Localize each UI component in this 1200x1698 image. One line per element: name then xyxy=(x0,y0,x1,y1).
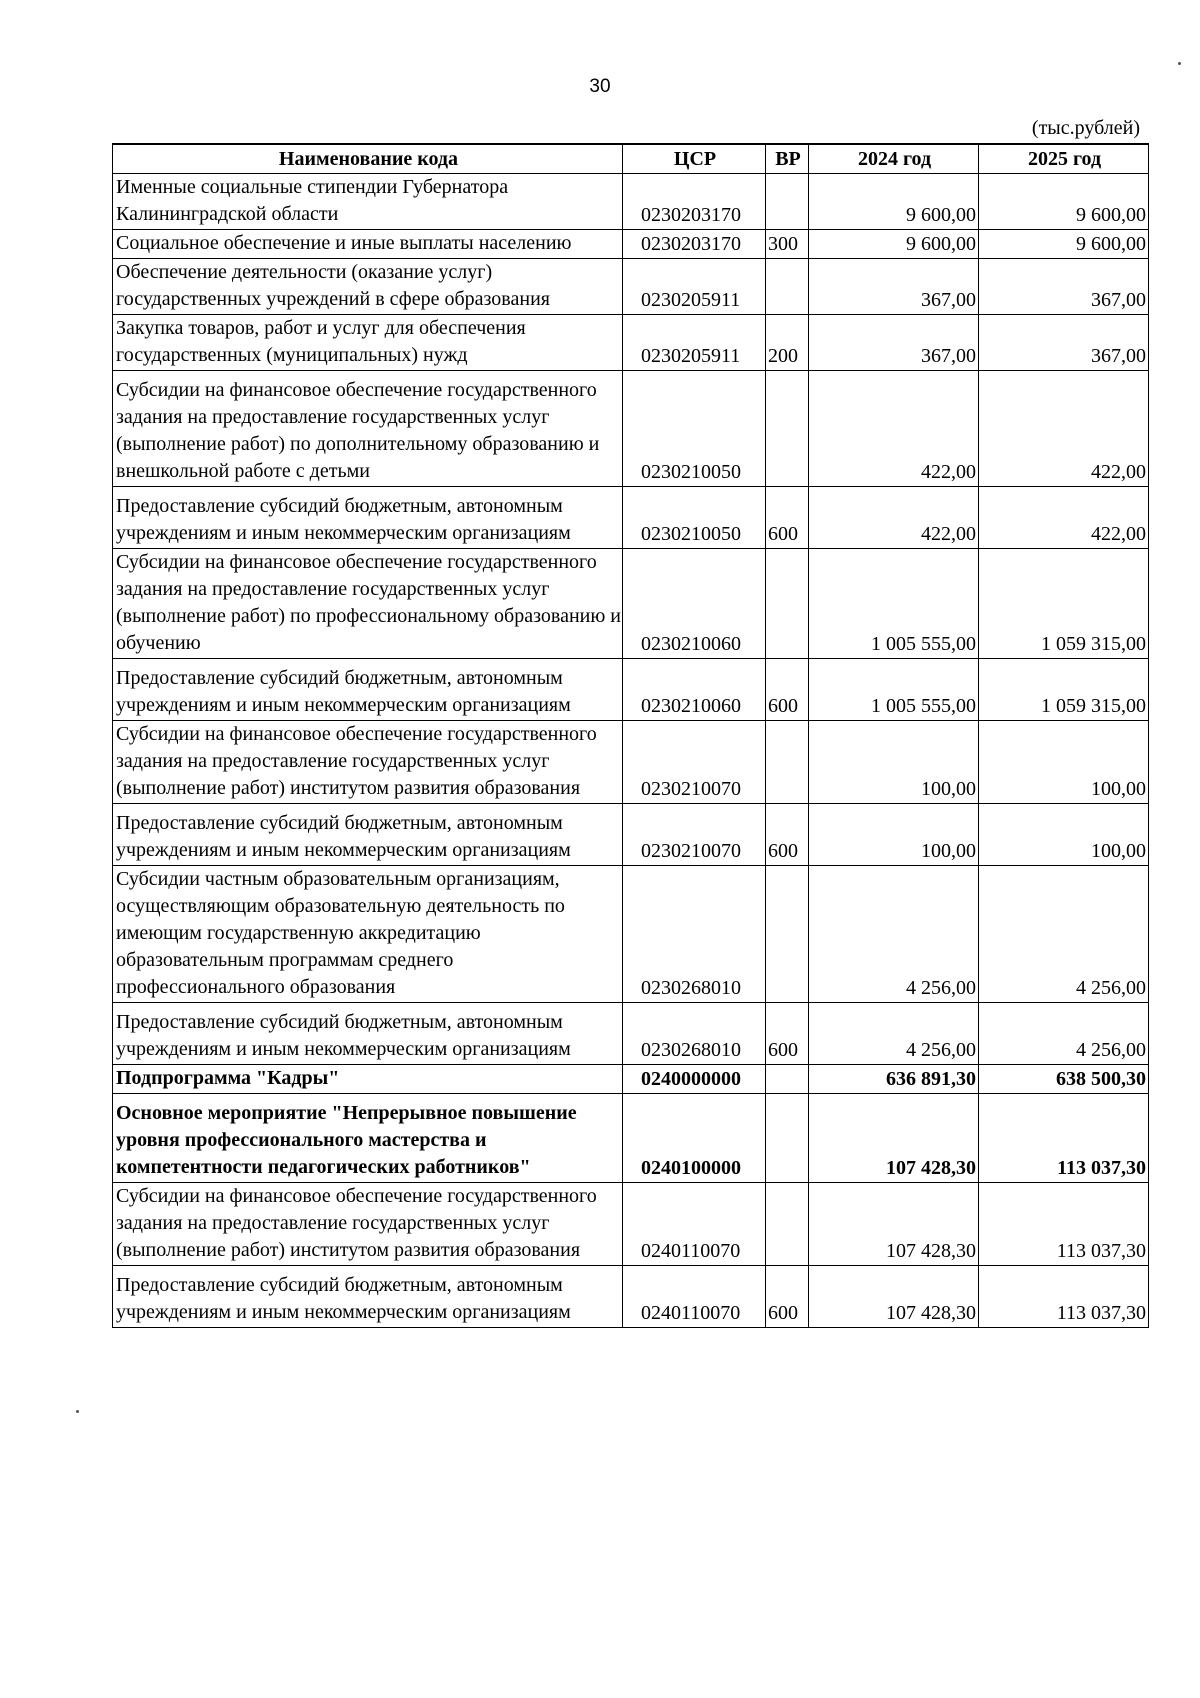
row-2025: 1 059 315,00 xyxy=(979,549,1149,659)
row-name: Обеспечение деятельности (оказание услуг) государственных учреждений в сфере образования xyxy=(113,259,623,315)
row-vr: 600 xyxy=(766,659,809,721)
table-row xyxy=(113,315,1149,371)
row-2025: 422,00 xyxy=(979,487,1149,549)
row-name: Субсидии на финансовое обеспечение государственного задания на предоставление государственных услуг (выполнение работ) по дополнительному образованию и внешкольной работе с детьми xyxy=(113,371,623,487)
row-2025: 367,00 xyxy=(979,315,1149,371)
row-2025: 1 059 315,00 xyxy=(979,659,1149,721)
budget-table-container xyxy=(112,143,1148,1328)
row-2024: 107 428,30 xyxy=(809,1266,979,1328)
row-csr: 0230203170 xyxy=(623,230,766,259)
page-number: 30 xyxy=(589,76,611,97)
row-csr: 0230268010 xyxy=(623,1003,766,1065)
row-vr xyxy=(766,259,809,315)
row-name: Субсидии на финансовое обеспечение государственного задания на предоставление государственных услуг (выполнение работ) по профессиональному образованию и обучению xyxy=(113,549,623,659)
row-csr: 0230210050 xyxy=(623,487,766,549)
budget-table xyxy=(112,143,1149,1328)
row-2025: 113 037,30 xyxy=(979,1266,1149,1328)
row-2024: 4 256,00 xyxy=(809,1003,979,1065)
row-2025: 367,00 xyxy=(979,259,1149,315)
row-vr xyxy=(766,866,809,1003)
table-row xyxy=(113,866,1149,1003)
row-name: Субсидии частным образовательным организациям, осуществляющим образовательную деятельность по имеющим государственную аккредитацию образовательным программам среднего профессионального образования xyxy=(113,866,623,1003)
row-2024: 422,00 xyxy=(809,371,979,487)
scan-speck xyxy=(1178,62,1181,65)
row-2025: 422,00 xyxy=(979,371,1149,487)
row-name: Основное мероприятие "Непрерывное повышение уровня профессионального мастерства и компетентности педагогических работников" xyxy=(113,1094,623,1183)
row-2024: 107 428,30 xyxy=(809,1094,979,1183)
row-2024: 367,00 xyxy=(809,259,979,315)
table-row xyxy=(113,230,1149,259)
row-csr: 0230210070 xyxy=(623,721,766,804)
row-2024: 107 428,30 xyxy=(809,1183,979,1266)
row-name: Предоставление субсидий бюджетным, автономным учреждениям и иным некоммерческим организациям xyxy=(113,804,623,866)
table-row xyxy=(113,549,1149,659)
row-name: Закупка товаров, работ и услуг для обеспечения государственных (муниципальных) нужд xyxy=(113,315,623,371)
scan-speck xyxy=(76,1410,79,1413)
row-csr: 0240100000 xyxy=(623,1094,766,1183)
row-2024: 9 600,00 xyxy=(809,230,979,259)
row-vr xyxy=(766,721,809,804)
row-csr: 0230210060 xyxy=(623,549,766,659)
row-name: Предоставление субсидий бюджетным, автономным учреждениям и иным некоммерческим организациям xyxy=(113,1266,623,1328)
row-vr xyxy=(766,549,809,659)
table-row xyxy=(113,804,1149,866)
header-name: Наименование кода xyxy=(113,144,623,174)
table-row xyxy=(113,174,1149,230)
row-2024: 1 005 555,00 xyxy=(809,549,979,659)
row-2024: 636 891,30 xyxy=(809,1065,979,1094)
row-2024: 1 005 555,00 xyxy=(809,659,979,721)
table-body xyxy=(113,174,1149,1328)
row-2024: 9 600,00 xyxy=(809,174,979,230)
row-csr: 0230268010 xyxy=(623,866,766,1003)
row-vr: 600 xyxy=(766,1266,809,1328)
row-name: Именные социальные стипендии Губернатора Калининградской области xyxy=(113,174,623,230)
row-csr: 0240000000 xyxy=(623,1065,766,1094)
units-label: (тыс.рублей) xyxy=(1031,117,1140,139)
row-2025: 9 600,00 xyxy=(979,174,1149,230)
row-name: Предоставление субсидий бюджетным, автономным учреждениям и иным некоммерческим организациям xyxy=(113,659,623,721)
row-2025: 9 600,00 xyxy=(979,230,1149,259)
row-2024: 367,00 xyxy=(809,315,979,371)
row-csr: 0230203170 xyxy=(623,174,766,230)
row-vr: 300 xyxy=(766,230,809,259)
row-2025: 100,00 xyxy=(979,804,1149,866)
row-vr xyxy=(766,1183,809,1266)
row-2024: 100,00 xyxy=(809,721,979,804)
table-row xyxy=(113,1183,1149,1266)
header-row xyxy=(113,144,1149,174)
table-row xyxy=(113,659,1149,721)
table-row xyxy=(113,259,1149,315)
row-2024: 4 256,00 xyxy=(809,866,979,1003)
row-name: Предоставление субсидий бюджетным, автономным учреждениям и иным некоммерческим организациям xyxy=(113,487,623,549)
row-csr: 0230205911 xyxy=(623,315,766,371)
row-2025: 100,00 xyxy=(979,721,1149,804)
row-name: Субсидии на финансовое обеспечение государственного задания на предоставление государственных услуг (выполнение работ) институтом развития образования xyxy=(113,721,623,804)
table-row-main-activity xyxy=(113,1094,1149,1183)
row-2025: 113 037,30 xyxy=(979,1183,1149,1266)
table-row xyxy=(113,487,1149,549)
table-row xyxy=(113,1003,1149,1065)
row-name: Субсидии на финансовое обеспечение государственного задания на предоставление государственных услуг (выполнение работ) институтом развития образования xyxy=(113,1183,623,1266)
row-name: Социальное обеспечение и иные выплаты населению xyxy=(113,230,623,259)
row-2025: 113 037,30 xyxy=(979,1094,1149,1183)
row-2025: 638 500,30 xyxy=(979,1065,1149,1094)
row-vr xyxy=(766,371,809,487)
header-csr: ЦСР xyxy=(623,144,766,174)
row-vr: 600 xyxy=(766,804,809,866)
row-csr: 0240110070 xyxy=(623,1266,766,1328)
row-csr: 0230210050 xyxy=(623,371,766,487)
header-2024: 2024 год xyxy=(809,144,979,174)
row-vr: 600 xyxy=(766,487,809,549)
row-name: Предоставление субсидий бюджетным, автономным учреждениям и иным некоммерческим организациям xyxy=(113,1003,623,1065)
row-2024: 100,00 xyxy=(809,804,979,866)
table-row xyxy=(113,1266,1149,1328)
row-vr xyxy=(766,1094,809,1183)
row-csr: 0230205911 xyxy=(623,259,766,315)
row-2025: 4 256,00 xyxy=(979,1003,1149,1065)
table-header xyxy=(113,144,1149,174)
row-csr: 0230210070 xyxy=(623,804,766,866)
row-vr: 200 xyxy=(766,315,809,371)
header-2025: 2025 год xyxy=(979,144,1149,174)
row-csr: 0230210060 xyxy=(623,659,766,721)
row-vr: 600 xyxy=(766,1003,809,1065)
header-vr: ВР xyxy=(766,144,809,174)
table-row-subprogram xyxy=(113,1065,1149,1094)
row-csr: 0240110070 xyxy=(623,1183,766,1266)
table-row xyxy=(113,721,1149,804)
row-vr xyxy=(766,174,809,230)
row-name: Подпрограмма "Кадры" xyxy=(113,1065,623,1094)
table-row xyxy=(113,371,1149,487)
row-2025: 4 256,00 xyxy=(979,866,1149,1003)
row-2024: 422,00 xyxy=(809,487,979,549)
row-vr xyxy=(766,1065,809,1094)
